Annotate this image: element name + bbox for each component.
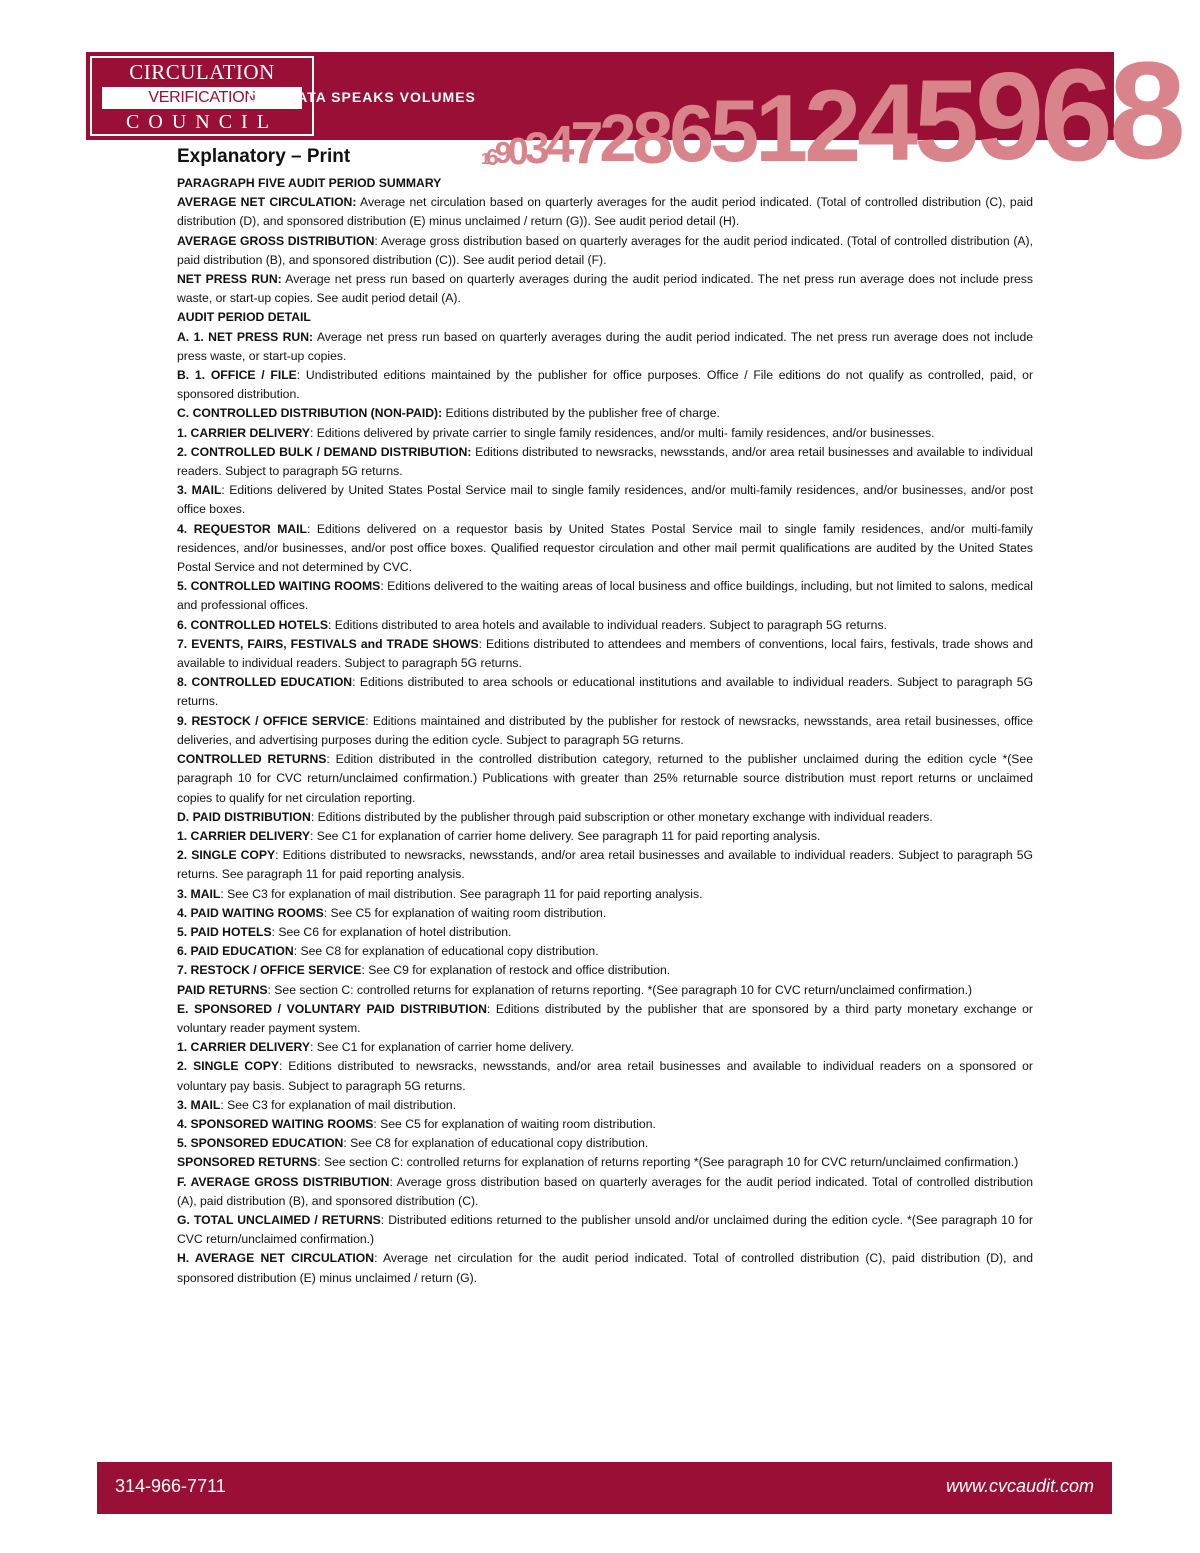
footer-bar: [97, 1462, 1112, 1514]
definition-text: Average net press run based on quarterly averages during the audit period indicated. The net press run average does not include press waste, or start-up copies. See audit period detail (A).: [177, 272, 1033, 306]
definition-label: E. SPONSORED / VOLUNTARY PAID DISTRIBUTION: [177, 1001, 487, 1016]
definition-paragraph: [177, 270, 1033, 308]
paragraph-list: [177, 174, 1033, 1288]
definition-paragraph: [177, 616, 1033, 635]
definition-paragraph: [177, 885, 1033, 904]
definition-paragraph: [177, 404, 1033, 423]
definition-text: : Distributed editions returned to the publisher unsold and/or unclaimed during the edition cycle. *(See paragraph 10 for CVC return/unclaimed confirmation.): [177, 1212, 1033, 1247]
definition-label: 7. EVENTS, FAIRS, FESTIVALS and TRADE SHOWS: [177, 636, 479, 651]
definition-paragraph: [177, 942, 1033, 961]
tagline: OUR DATA SPEAKS VOLUMES: [247, 89, 476, 105]
definition-text: : See C3 for explanation of mail distribution. See paragraph 11 for paid reporting analysis.: [220, 886, 703, 901]
definition-paragraph: [177, 1000, 1033, 1038]
definition-text: : Editions distributed to newsracks, newsstands, and/or area retail businesses and available to individual readers. Subject to paragraph 5G returns. See paragraph 11 for paid reporting analysis.: [177, 848, 1033, 882]
definition-text: Editions distributed by the publisher free of charge.: [442, 406, 720, 421]
logo-line-circulation: CIRCULATION: [129, 60, 275, 84]
decorative-digit: 7: [570, 108, 600, 176]
definition-label: 2. SINGLE COPY: [177, 848, 276, 863]
logo-line-verification: VERIFICATION: [102, 87, 302, 109]
definition-label: 9. RESTOCK / OFFICE SERVICE: [177, 713, 366, 728]
definition-label: 1. CARRIER DELIVERY: [177, 425, 310, 440]
definition-text: : See C1 for explanation of carrier home delivery. See paragraph 11 for paid reporting analysis.: [309, 828, 821, 843]
decorative-digit: 6: [669, 88, 711, 179]
footer-website-link[interactable]: www.cvcaudit.com: [945, 1476, 1094, 1496]
definition-paragraph: [177, 827, 1033, 846]
definition-text: : Editions delivered to the waiting areas of local business and office buildings, including, but not limited to salons, medical and professional offices.: [177, 579, 1033, 613]
decorative-digit: 8: [1108, 34, 1182, 189]
definition-paragraph: [177, 673, 1033, 711]
definition-label: SPONSORED RETURNS: [177, 1155, 318, 1170]
decorative-digit: 6: [485, 143, 495, 170]
definition-label: PARAGRAPH FIVE AUDIT PERIOD SUMMARY: [177, 176, 442, 190]
decorative-digit: 4: [857, 61, 915, 184]
definition-text: : Editions distributed by the publisher that are sponsored by a third party monetary exchange or voluntary reader payment system.: [177, 1001, 1033, 1035]
definition-label: 2. CONTROLLED BULK / DEMAND DISTRIBUTION:: [177, 444, 472, 459]
definition-text: : See section C: controlled returns for explanation of returns reporting *(See paragraph 10 for CVC return/unclaimed confirmation.): [317, 1155, 1019, 1170]
definition-label: 6. PAID EDUCATION: [177, 944, 294, 959]
definition-label: NET PRESS RUN:: [177, 272, 282, 287]
definition-paragraph: [177, 424, 1033, 443]
definition-label: 3. MAIL: [177, 886, 221, 901]
definition-text: : Average gross distribution based on quarterly averages for the audit period indicated. (Total of controlled distribution (A), paid distribution (B), and sponsored distribution (C)). See audit period detail (F).: [177, 233, 1033, 267]
definition-label: CONTROLLED RETURNS: [177, 752, 327, 767]
definition-text: : See C8 for explanation of educational copy distribution.: [293, 944, 599, 959]
definition-paragraph: [177, 1173, 1033, 1211]
definition-label: 4. REQUESTOR MAIL: [177, 521, 307, 536]
document-body: [177, 145, 1033, 1288]
definition-paragraph: [177, 981, 1033, 1000]
definition-paragraph: [177, 1134, 1033, 1153]
definition-paragraph: [177, 481, 1033, 519]
definition-text: : Edition distributed in the controlled distribution category, returned to the publisher unclaimed during the edition cycle *(See paragraph 10 for CVC return/unclaimed confirmation.) Publications with greater than 25% returnable source distribution must report returns or unclaimed copies to qualify for net circulation reporting.: [177, 752, 1033, 805]
definition-paragraph: [177, 750, 1033, 808]
definition-text: : Editions distributed by the publisher through paid subscription or other monetary exchange with individual readers.: [310, 809, 933, 824]
definition-text: : Editions maintained and distributed by the publisher for restock of newsracks, newsstands, area retail businesses, office deliveries, and advertising purposes during the edition cycle. Subject to paragraph 5G returns.: [177, 713, 1033, 747]
definition-label: AVERAGE GROSS DISTRIBUTION: [177, 233, 375, 248]
definition-paragraph: [177, 1057, 1033, 1095]
definition-text: : Editions distributed to attendees and members of conventions, local fairs, festivals, trade shows and available to individual readers. Subject to paragraph 5G returns.: [177, 636, 1033, 671]
definition-label: A. 1. NET PRESS RUN:: [177, 329, 314, 344]
definition-text: Average net circulation based on quarterly averages for the audit period indicated. (Total of controlled distribution (C), paid distribution (D), and sponsored distribution (E) minus unclaimed / return (G)). See audit period detail (H).: [177, 195, 1033, 229]
definition-text: : Editions delivered on a requestor basis by United States Postal Service mail to single family residences, and/or multi-family residences, and/or businesses, and/or post office boxes. Qualified requestor circulation and other mail permit qualifications are audited by the United States Postal Service and not determined by CVC.: [177, 521, 1033, 575]
definition-text: : See C5 for explanation of waiting room distribution.: [323, 905, 607, 920]
definition-label: F. AVERAGE GROSS DISTRIBUTION: [177, 1174, 390, 1189]
definition-label: G. TOTAL UNCLAIMED / RETURNS: [177, 1212, 381, 1227]
definition-label: 3. MAIL: [177, 483, 222, 498]
definition-text: : Editions delivered by private carrier to single family residences, and/or multi- family residences, and/or businesses.: [309, 425, 935, 440]
definition-label: AUDIT PERIOD DETAIL: [177, 310, 311, 325]
definition-text: : See C1 for explanation of carrier home delivery.: [309, 1040, 574, 1055]
definition-paragraph: [177, 1115, 1033, 1134]
definition-label: 6. CONTROLLED HOTELS: [177, 617, 328, 632]
definition-label: 1. CARRIER DELIVERY: [177, 828, 310, 843]
definition-label: H. AVERAGE NET CIRCULATION: [177, 1251, 375, 1266]
definition-label: 5. PAID HOTELS: [177, 924, 272, 939]
definition-label: 4. SPONSORED WAITING ROOMS: [177, 1116, 374, 1131]
definition-paragraph: [177, 577, 1033, 615]
definition-label: 1. CARRIER DELIVERY: [177, 1040, 310, 1055]
decorative-digit: 8: [632, 95, 670, 179]
definition-paragraph: [177, 1249, 1033, 1287]
definition-label: 3. MAIL: [177, 1097, 221, 1112]
definition-paragraph: [177, 961, 1033, 980]
definition-paragraph: [177, 520, 1033, 578]
definition-text: : See C5 for explanation of waiting room distribution.: [373, 1116, 656, 1131]
decorative-digit: 4: [545, 116, 571, 175]
definition-label: PAID RETURNS: [177, 982, 268, 997]
decorative-digit: 2: [599, 102, 633, 177]
definition-paragraph: [177, 1096, 1033, 1115]
definition-label: B. 1. OFFICE / FILE: [177, 368, 297, 383]
definition-text: : See C6 for explanation of hotel distribution.: [271, 924, 512, 939]
definition-paragraph: [177, 328, 1033, 366]
decorative-digit: 9: [494, 136, 508, 171]
decorative-digit: 0: [507, 129, 525, 172]
definition-paragraph: [177, 308, 1033, 327]
decorative-digit: 6: [1039, 40, 1109, 188]
definition-paragraph: [177, 1038, 1033, 1057]
definition-paragraph: [177, 1211, 1033, 1249]
definition-label: 8. CONTROLLED EDUCATION: [177, 675, 353, 690]
definition-text: Editions distributed to newsracks, newsstands, and/or area retail businesses and available to individual readers. Subject to paragraph 5G returns.: [177, 444, 1034, 479]
definition-text: : Editions distributed to newsracks, newsstands, and/or area retail businesses and available to individual readers on a sponsored or voluntary pay basis. Subject to paragraph 5G returns.: [177, 1059, 1033, 1093]
definition-paragraph: [177, 174, 1033, 193]
definition-paragraph: [177, 232, 1033, 270]
definition-text: : Editions distributed to area schools or educational institutions and available to individual readers. Subject to paragraph 5G returns.: [177, 675, 1033, 709]
definition-label: C. CONTROLLED DISTRIBUTION (NON-PAID):: [177, 406, 443, 421]
definition-label: 7. RESTOCK / OFFICE SERVICE: [177, 963, 362, 978]
decorative-digit: 1: [755, 75, 805, 182]
definition-text: : See section C: controlled returns for explanation of returns reporting. *(See paragraph 10 for CVC return/unclaimed confirmation.): [267, 982, 973, 997]
definition-text: : See C9 for explanation of restock and office distribution.: [361, 963, 671, 978]
definition-label: 5. CONTROLLED WAITING ROOMS: [177, 579, 381, 594]
decorative-digit: 2: [804, 68, 858, 184]
decorative-digit: 5: [914, 54, 975, 186]
definition-text: : Undistributed editions maintained by the publisher for office purposes. Office / File editions do not qualify as controlled, paid, or sponsored distribution.: [177, 368, 1033, 402]
decorative-digit: 9: [974, 48, 1040, 187]
definition-text: : See C8 for explanation of educational copy distribution.: [343, 1136, 649, 1151]
definition-label: 5. SPONSORED EDUCATION: [177, 1136, 344, 1151]
definition-label: 4. PAID WAITING ROOMS: [177, 905, 324, 920]
definition-label: AVERAGE NET CIRCULATION:: [177, 195, 357, 210]
definition-paragraph: [177, 1153, 1033, 1172]
definition-paragraph: [177, 443, 1033, 481]
definition-text: : Average net circulation for the audit period indicated. Total of controlled distribution (C), paid distribution (D), and sponsored distribution (E) minus unclaimed / return (G).: [177, 1251, 1034, 1285]
logo-line-council: COUNCIL: [126, 111, 278, 133]
definition-paragraph: [177, 635, 1033, 673]
footer-phone[interactable]: 314-966-7711: [115, 1476, 226, 1496]
definition-label: D. PAID DISTRIBUTION: [177, 809, 311, 824]
definition-text: : Editions delivered by United States Postal Service mail to single family residences, and/or multi-family residences, and/or businesses, and/or post office boxes.: [177, 483, 1033, 517]
definition-paragraph: [177, 193, 1033, 231]
definition-label: 2. SINGLE COPY: [177, 1059, 279, 1074]
definition-text: Average net press run based on quarterly averages during the audit period indicated. The net press run average does not include press waste, or start-up copies.: [177, 329, 1033, 363]
definition-paragraph: [177, 366, 1033, 404]
definition-paragraph: [177, 808, 1033, 827]
decorative-digit: 5: [710, 81, 756, 181]
page-title: Explanatory – Print: [177, 146, 351, 167]
definition-text: : See C3 for explanation of mail distribution.: [220, 1097, 457, 1112]
definition-paragraph: [177, 904, 1033, 923]
definition-text: : Editions distributed to area hotels and available to individual readers. Subject to paragraph 5G returns.: [328, 617, 887, 632]
definition-paragraph: [177, 923, 1033, 942]
definition-text: : Average gross distribution based on quarterly averages for the audit period indicated. Total of controlled distribution (A), paid distribution (B), and sponsored distribution (C).: [177, 1174, 1034, 1208]
decorative-digit: 3: [524, 123, 546, 174]
definition-paragraph: [177, 712, 1033, 750]
decorative-digit: 1: [481, 150, 486, 168]
definition-paragraph: [177, 846, 1033, 884]
